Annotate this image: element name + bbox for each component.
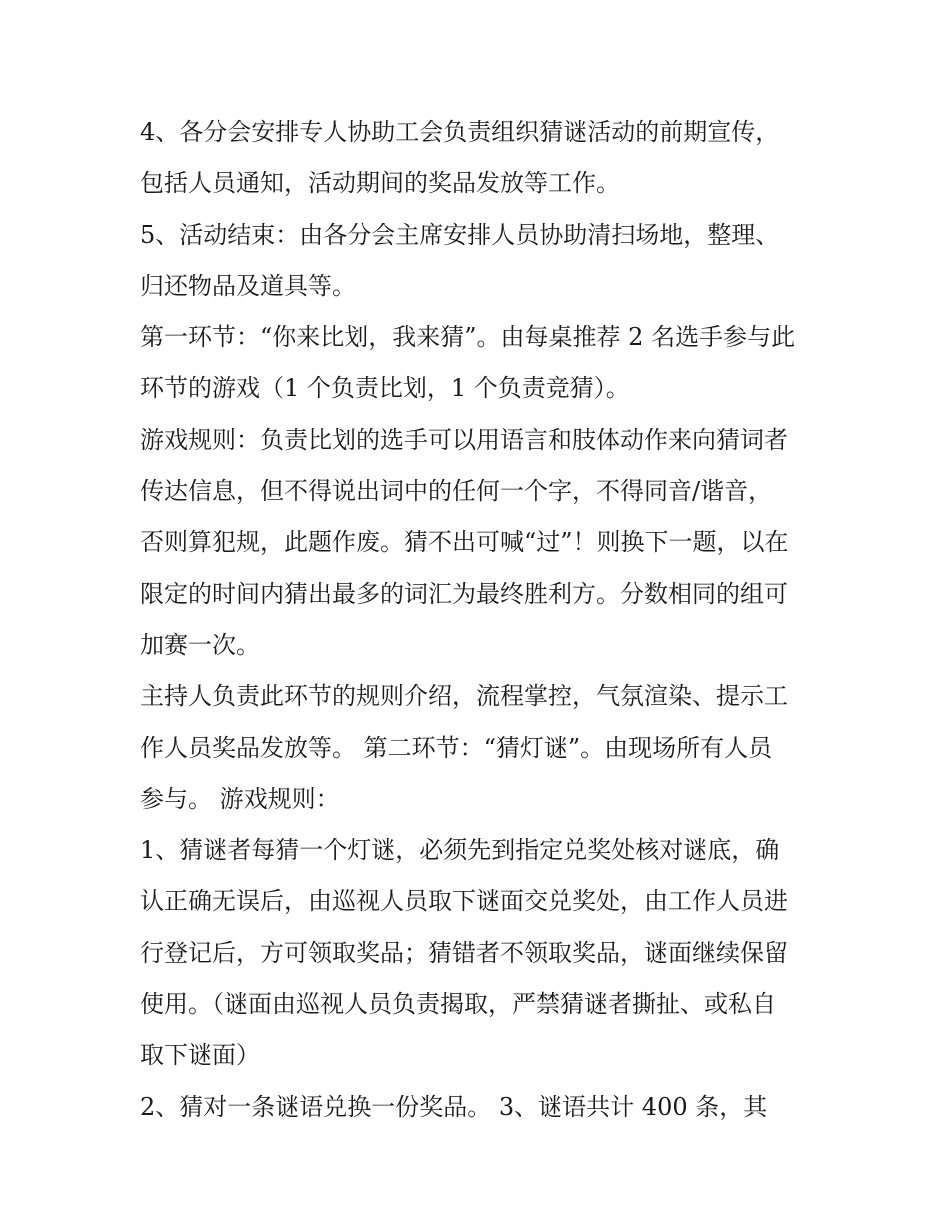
text-line: 参与。 游戏规则：	[140, 784, 340, 813]
text-line: 传达信息，但不得说出词中的任何一个字，不得同音/谐音，	[140, 477, 773, 506]
document-body	[140, 107, 820, 1133]
text-line: 2、猜对一条谜语兑换一份奖品。 3、谜语共计 400 条，其	[140, 1092, 768, 1121]
text-line: 认正确无误后，由巡视人员取下谜面交兑奖处，由工作人员进	[140, 887, 788, 916]
text-line: 否则算犯规，此题作废。猜不出可喊“过”！则换下一题，以在	[140, 528, 789, 557]
text-line: 使用。（谜面由巡视人员负责揭取，严禁猜谜者撕扯、或私自	[140, 990, 776, 1019]
text-line: 作人员奖品发放等。 第二环节：“猜灯谜”。由现场所有人员	[140, 733, 773, 762]
text-line: 归还物品及道具等。	[140, 271, 356, 300]
text-line: 游戏规则：负责比划的选手可以用语言和肢体动作来向猜词者	[140, 425, 788, 454]
text-line: 限定的时间内猜出最多的词汇为最终胜利方。分数相同的组可	[140, 579, 788, 608]
text-line: 加赛一次。	[140, 630, 260, 659]
text-line: 第一环节：“你来比划，我来猜”。由每桌推荐 2 名选手参与此	[140, 323, 796, 352]
text-line: 取下谜面）	[140, 1041, 260, 1070]
text-line: 5、活动结束：由各分会主席安排人员协助清扫场地，整理、	[140, 220, 780, 249]
text-line: 包括人员通知，活动期间的奖品发放等工作。	[140, 169, 620, 198]
text-line: 1、猜谜者每猜一个灯谜，必须先到指定兑奖处核对谜底，确	[140, 836, 780, 865]
text-line: 环节的游戏（1 个负责比划，1 个负责竞猜）。	[140, 374, 630, 403]
text-line: 主持人负责此环节的规则介绍，流程掌控，气氛渲染、提示工	[140, 682, 788, 711]
text-line: 4、各分会安排专人协助工会负责组织猜谜活动的前期宣传，	[140, 118, 780, 146]
text-line: 行登记后，方可领取奖品；猜错者不领取奖品，谜面继续保留	[140, 938, 788, 967]
